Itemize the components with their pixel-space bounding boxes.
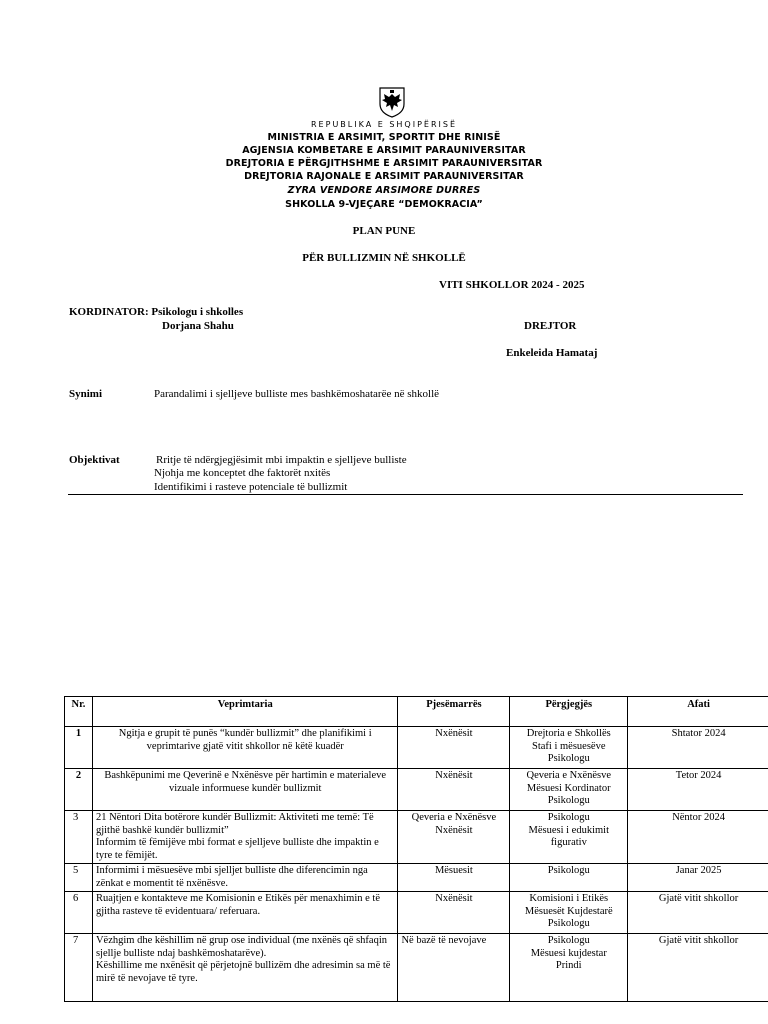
row-deadline: Shtator 2024: [628, 727, 768, 769]
responsible-line: Psikologu: [547, 865, 590, 876]
activity-table: [64, 696, 768, 1002]
row-number: 7: [65, 934, 93, 1002]
row-participants: Nxënësit: [398, 727, 510, 769]
section-divider: [68, 494, 743, 495]
row-responsible: [510, 864, 628, 892]
table-row: [65, 769, 768, 811]
republic-line: REPUBLIKA E SHQIPËRISË: [311, 120, 457, 129]
table-row: [65, 934, 768, 1002]
school-year: VITI SHKOLLOR 2024 - 2025: [439, 279, 585, 291]
row-number: 2: [65, 769, 93, 811]
activity-line: Vëzhgim dhe këshillim në grup ose individual (me nxënës që shfaqin sjellje bulliste ndaj bashkëmoshatarëve).: [95, 935, 387, 959]
responsible-line: Stafi i mësuesëve: [532, 740, 606, 752]
table-header-row: [65, 697, 768, 727]
row-deadline: Nëntor 2024: [628, 811, 768, 864]
row-number: 1: [65, 727, 93, 769]
row-participants: Qeveria e Nxënësve Nxënësit: [398, 811, 510, 864]
row-activity: [92, 892, 398, 934]
albanian-emblem-icon: [377, 86, 407, 118]
activity-line: Ngitja e grupit të punës “kundër bullizmit” dhe planifikimi i veprimtarive gjatë vitit shkollor në këtë kuadër: [118, 728, 372, 752]
office-line: ZYRA VENDORE ARSIMORE DURRES: [287, 185, 481, 196]
plan-subtitle: PËR BULLIZMIN NË SHKOLLË: [302, 252, 466, 264]
row-responsible: [510, 811, 628, 864]
activity-line: 21 Nëntori Dita botërore kundër Bullizmit: Aktiviteti me temë: Të gjithë bashkë kundër bullizmit”: [95, 812, 374, 836]
row-activity: [92, 769, 398, 811]
responsible-line: Psikologu: [547, 935, 590, 946]
director-name: Enkeleida Hamataj: [506, 347, 598, 359]
activity-line: Ruajtjen e kontakteve me Komisionin e Etikës për menaxhimin e të gjitha rasteve të evidentuara/ referuara.: [95, 893, 380, 917]
responsible-line: Komisioni i Etikës: [529, 893, 609, 904]
table-row: [65, 727, 768, 769]
school-line: SHKOLLA 9-VJEÇARE “DEMOKRACIA”: [285, 199, 483, 210]
responsible-line: Prindi: [555, 960, 582, 971]
row-participants: Në bazë të nevojave: [398, 934, 510, 1002]
directorate-general-line: DREJTORIA E PËRGJITHSHME E ARSIMIT PARAUNIVERSITAR: [225, 158, 543, 169]
responsible-line: Drejtoria e Shkollës: [526, 728, 611, 739]
row-responsible: [510, 769, 628, 811]
activity-line: Këshillime me nxënësit që përjetojnë bullizëm dhe adresimin sa më të mirë të nevojave të tyre.: [95, 960, 391, 984]
row-responsible: [510, 892, 628, 934]
directorate-regional-line: DREJTORIA RAJONALE E ARSIMIT PARAUNIVERSITAR: [244, 171, 524, 182]
table-row: [65, 811, 768, 864]
plan-title: PLAN PUNE: [352, 225, 416, 237]
objective-item: Identifikimi i rasteve potenciale të bullizmit: [154, 481, 348, 493]
row-activity: [92, 727, 398, 769]
row-number: 3: [65, 811, 93, 864]
responsible-line: Psikologu: [547, 795, 590, 806]
row-responsible: [510, 934, 628, 1002]
activity-line: Informim të fëmijëve mbi format e sjelljeve bulliste dhe impaktin e tyre te fëmijët.: [95, 837, 379, 861]
row-activity: [92, 864, 398, 892]
row-deadline: Janar 2025: [628, 864, 768, 892]
row-deadline: Gjatë vitit shkollor: [628, 934, 768, 1002]
row-participants: Mësuesit: [398, 864, 510, 892]
row-activity: [92, 934, 398, 1002]
row-number: 6: [65, 892, 93, 934]
objective-item: Rritje të ndërgjegjësimit mbi impaktin e sjelljeve bulliste: [156, 454, 407, 466]
goal-label: Synimi: [69, 388, 103, 400]
director-label: DREJTOR: [524, 320, 577, 332]
row-responsible: [510, 727, 628, 769]
header-responsible: Përgjegjës: [510, 697, 628, 727]
header-deadline: Afati: [628, 697, 768, 727]
header-activity: Veprimtaria: [92, 697, 398, 727]
responsible-line: Psikologu: [547, 812, 590, 823]
table-row: [65, 892, 768, 934]
header-nr: Nr.: [65, 697, 93, 727]
row-number: 5: [65, 864, 93, 892]
coordinator-name: Dorjana Shahu: [162, 320, 234, 332]
responsible-line: Mësuesi kujdestar: [530, 947, 607, 959]
activity-line: Bashkëpunimi me Qeverinë e Nxënësve për hartimin e materialeve vizuale informuese kundër bullizmit: [104, 770, 387, 794]
row-participants: Nxënësit: [398, 892, 510, 934]
responsible-line: Qeveria e Nxënësve: [526, 770, 612, 781]
activity-line: Informimi i mësuesëve mbi sjelljet bulliste dhe diferencimin nga zënkat e momentit të nxënësve.: [95, 865, 368, 889]
responsible-line: Mësuesi Kordinator: [526, 782, 611, 794]
responsible-line: Mësuesi i edukimit figurativ: [528, 824, 610, 848]
row-activity: [92, 811, 398, 864]
responsible-line: Psikologu: [547, 753, 590, 764]
row-deadline: Gjatë vitit shkollor: [628, 892, 768, 934]
agency-line: AGJENSIA KOMBETARE E ARSIMIT PARAUNIVERSITAR: [242, 145, 526, 156]
row-participants: Nxënësit: [398, 769, 510, 811]
table-row: [65, 864, 768, 892]
row-deadline: Tetor 2024: [628, 769, 768, 811]
objectives-label: Objektivat: [69, 454, 120, 466]
goal-text: Parandalimi i sjelljeve bulliste mes bashkëmoshatarëe në shkollë: [154, 388, 440, 400]
header-participants: Pjesëmarrës: [398, 697, 510, 727]
coordinator-label: KORDINATOR: Psikologu i shkolles: [69, 306, 244, 318]
responsible-line: Mësuesët Kujdestarë: [524, 905, 613, 917]
objective-item: Njohja me konceptet dhe faktorët nxitës: [154, 467, 331, 479]
ministry-line: MINISTRIA E ARSIMIT, SPORTIT DHE RINISË: [267, 132, 501, 143]
responsible-line: Psikologu: [547, 918, 590, 929]
